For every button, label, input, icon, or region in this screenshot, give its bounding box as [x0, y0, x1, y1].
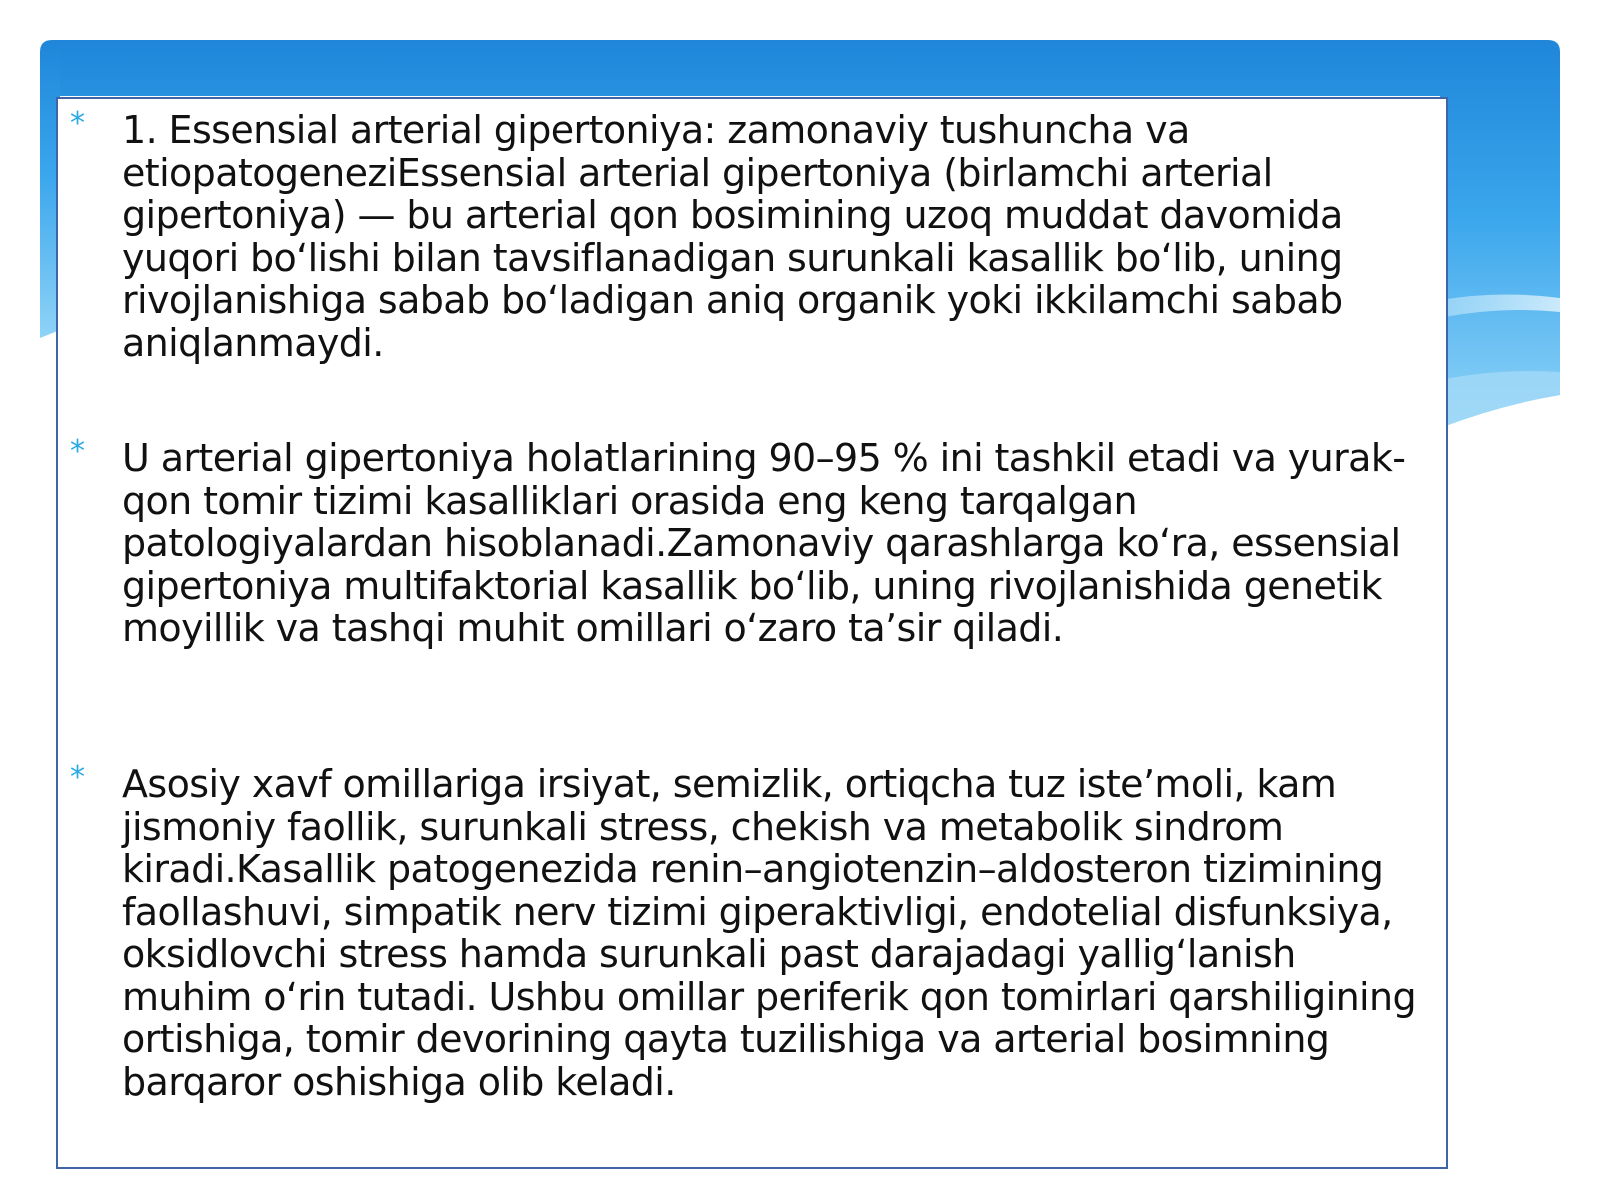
- asterisk-bullet-icon: *: [70, 760, 85, 795]
- bullet-text: U arterial gipertoniya holatlarining 90–95 % ini tashkil etadi va yurak-qon tomir tizimi kasalliklari orasida eng keng tarqalgan patologiyalardan hisoblanadi.Zamonaviy qarashlarga koʻra, essensial gipertoniya multifaktorial kasallik boʻlib, uning rivojlanishida genetik moyillik va tashqi muhit omillari oʻzaro taʼsir qiladi.: [122, 436, 1406, 650]
- asterisk-bullet-icon: *: [70, 434, 85, 469]
- bullet-text: 1. Essensial arterial gipertoniya: zamonaviy tushuncha va etiopatogeneziEssensial arterial gipertoniya (birlamchi arterial gipertoniya) — bu arterial qon bosimining uzoq muddat davomida yuqori boʻlishi bilan tavsiflanadigan surunkali kasallik boʻlib, uning rivojlanishiga sabab boʻladigan aniq organik yoki ikkilamchi sabab aniqlanmaydi.: [122, 108, 1343, 365]
- asterisk-bullet-icon: *: [70, 106, 85, 141]
- content-box: [56, 97, 1448, 1169]
- bullet-text: Asosiy xavf omillariga irsiyat, semizlik, ortiqcha tuz isteʼmoli, kam jismoniy faollik, surunkali stress, chekish va metabolik sindrom kiradi.Kasallik patogenezida renin–angiotenzin–aldosteron tizimining faollashuvi, simpatik nerv tizimi giperaktivligi, endotelial disfunksiya, oksidlovchi stress hamda surunkali past darajadagi yalligʻlanish muhim oʻrin tutadi. Ushbu omillar periferik qon tomirlari qarshiligining ortishiga, tomir devorining qayta tuzilishiga va arterial bosimning barqaror oshishiga olib keladi.: [122, 762, 1417, 1104]
